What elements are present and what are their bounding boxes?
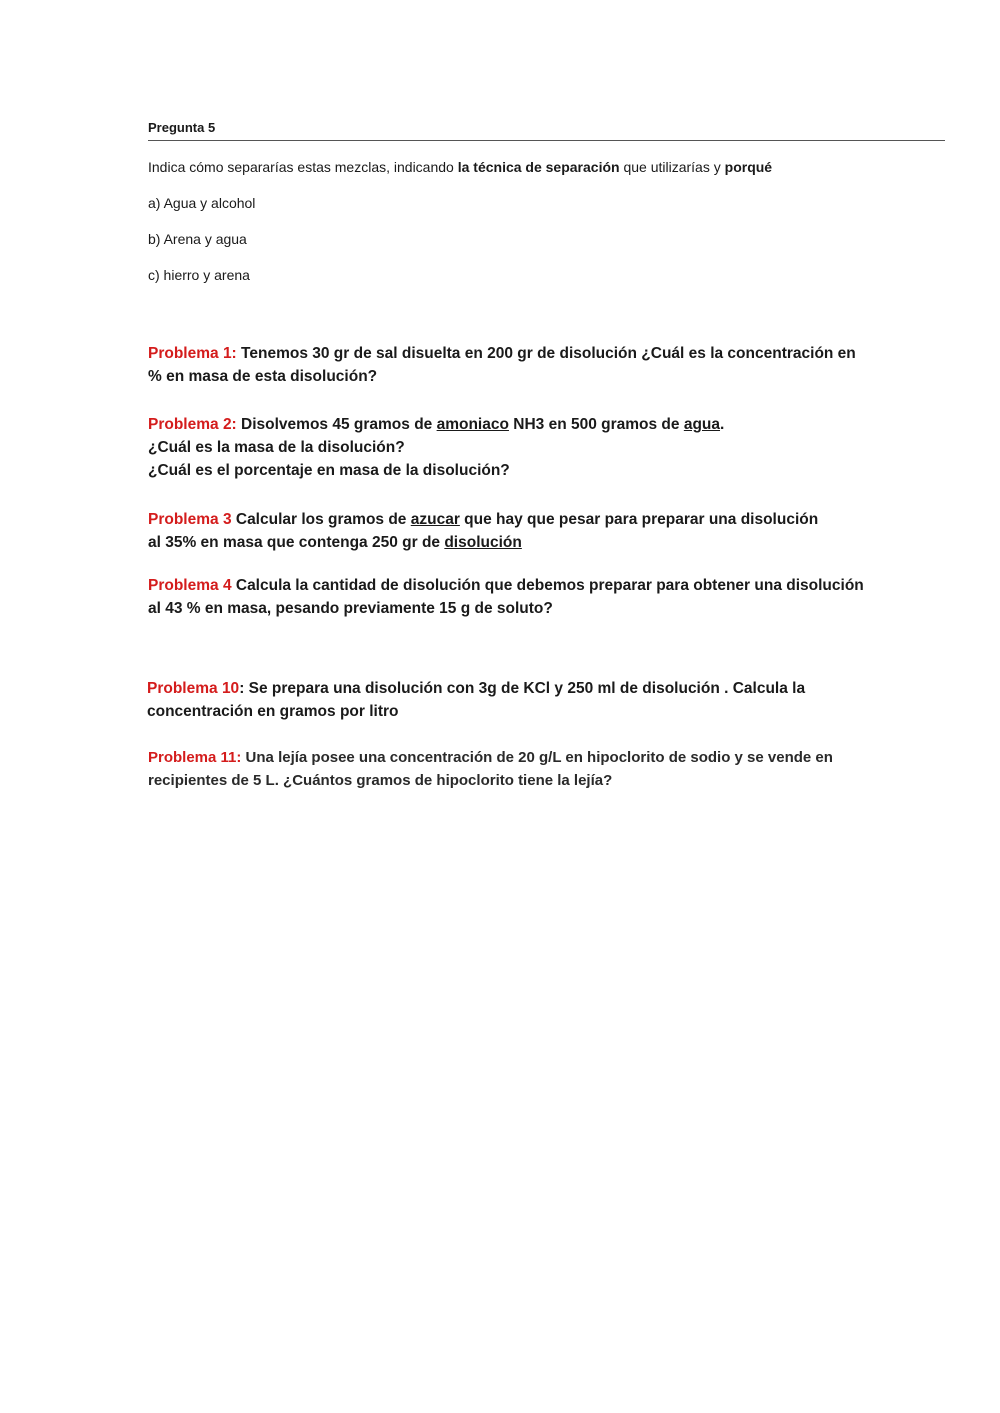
underlined-term: azucar	[410, 511, 460, 528]
intro-text: Indica cómo separarías estas mezclas, indicando	[148, 159, 458, 175]
problema-label: Problema 2:	[148, 416, 237, 433]
problema-4	[148, 574, 868, 620]
underlined-term: amoniaco	[436, 416, 509, 433]
problema-text: Calcula la cantidad de disolución que debemos preparar para obtener una disolución al 43 % en masa, pesando previamente 15 g de soluto?	[148, 577, 864, 617]
underlined-term: agua	[683, 416, 721, 433]
problema-text: que hay que pesar para preparar una disolución al 35% en masa que contenga 250 gr de	[148, 511, 819, 551]
problema-label: Problema 11:	[148, 749, 242, 766]
problema-text: Se prepara una disolución con 3g de KCl y 250 ml de disolución . Calcula la concentración en gramos por litro	[147, 680, 806, 720]
problema-label: Problema 3	[148, 511, 232, 528]
underlined-term: disolución	[444, 534, 522, 551]
problema-11	[148, 746, 848, 792]
problema-label: Problema 10	[147, 680, 240, 697]
list-item: a) Agua y alcohol	[148, 195, 256, 211]
problema-text: Calcular los gramos de	[231, 511, 411, 528]
list-item: c) hierro y arena	[148, 267, 250, 283]
problema-2	[148, 413, 908, 482]
problema-1	[148, 342, 868, 388]
problema-question: ¿Cuál es la masa de la disolución?	[148, 439, 405, 456]
problema-10	[147, 677, 867, 723]
list-item: b) Arena y agua	[148, 231, 247, 247]
problema-label: Problema 4	[148, 577, 232, 594]
title-divider	[148, 140, 945, 141]
page-title: Pregunta 5	[148, 120, 216, 135]
intro-bold-technique: la técnica de separación	[457, 159, 620, 175]
intro-text-2: que utilizarías y	[619, 159, 725, 175]
problema-text: Una lejía posee una concentración de 20 g/L en hipoclorito de sodio y se vende en recipientes de 5 L. ¿Cuántos gramos de hipoclorito tiene la lejía?	[148, 749, 833, 789]
problema-question: ¿Cuál es el porcentaje en masa de la disolución?	[148, 462, 510, 479]
problema-text: Disolvemos 45 gramos de	[236, 416, 437, 433]
problema-text: Tenemos 30 gr de sal disuelta en 200 gr de disolución ¿Cuál es la concentración en % en masa de esta disolución?	[148, 345, 856, 385]
problema-colon: :	[239, 680, 245, 697]
problema-text: NH3 en 500 gramos de	[508, 416, 684, 433]
problema-label: Problema 1:	[148, 345, 237, 362]
question-intro	[148, 158, 948, 176]
problema-text: .	[720, 416, 725, 433]
intro-bold-why: porqué	[724, 159, 773, 175]
problema-3	[148, 508, 828, 554]
